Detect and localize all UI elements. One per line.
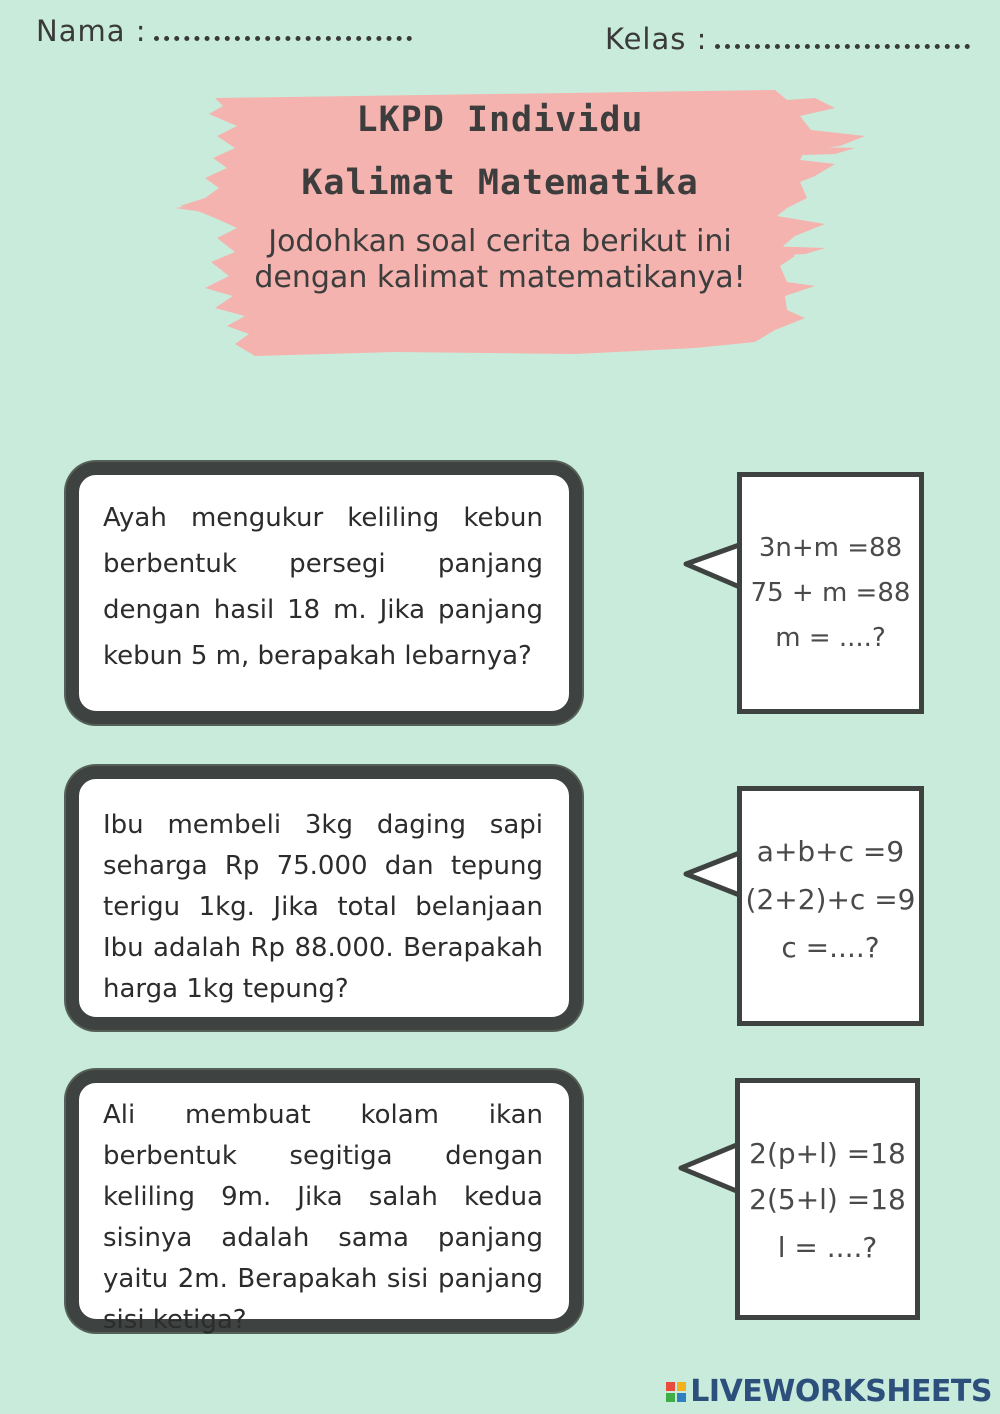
equation-line: m = ....? — [775, 623, 886, 653]
instruction-text: Jodohkan soal cerita berikut ini dengan kalimat matematikanya! — [254, 224, 746, 295]
equation-line: c =....? — [781, 931, 880, 964]
equation-line: 75 + m =88 — [750, 578, 911, 608]
equation-bubble[interactable] — [735, 1078, 920, 1320]
story-card[interactable] — [66, 766, 582, 1030]
kelas-blank[interactable] — [715, 23, 970, 49]
nama-field — [36, 14, 412, 48]
story-text: Ayah mengukur keliling kebun berbentuk persegi panjang dengan hasil 18 m. Jika panjang kebun 5 m, berapakah lebarnya? — [103, 503, 543, 671]
equation-bubble[interactable] — [737, 472, 924, 714]
equation-line: 2(p+l) =18 — [749, 1137, 906, 1170]
worksheet-title: LKPD Individu — [356, 100, 644, 140]
kelas-label: Kelas : — [605, 22, 708, 56]
equation-bubble[interactable] — [737, 786, 924, 1026]
equation-line: 2(5+l) =18 — [749, 1183, 906, 1216]
story-text: Ibu membeli 3kg daging sapi seharga Rp 75.000 dan tepung terigu 1kg. Jika total belanjaan Ibu adalah Rp 88.000. Berapakah harga 1kg tepung? — [103, 810, 543, 1004]
story-card[interactable] — [66, 462, 582, 724]
worksheet-subtitle: Kalimat Matematika — [301, 163, 699, 203]
bubble-pointer — [677, 1138, 741, 1202]
equation-line: (2+2)+c =9 — [745, 883, 916, 916]
logo-text: LIVEWORKSHEETS — [690, 1374, 992, 1409]
equation-line: a+b+c =9 — [756, 835, 905, 868]
bubble-pointer — [682, 846, 744, 908]
nama-blank[interactable] — [154, 15, 412, 41]
equation-line: l = ....? — [777, 1231, 878, 1264]
nama-label: Nama : — [36, 14, 147, 48]
story-text: Ali membuat kolam ikan berbentuk segitiga dengan keliling 9m. Jika salah kedua sisinya adalah sama panjang yaitu 2m. Berapakah sisi panjang sisi ketiga? — [103, 1100, 543, 1335]
logo-cube-icon — [666, 1382, 686, 1402]
bubble-pointer — [682, 536, 744, 598]
story-card[interactable] — [66, 1070, 582, 1335]
liveworksheets-logo[interactable] — [666, 1374, 992, 1409]
kelas-field — [605, 22, 970, 56]
equation-line: 3n+m =88 — [758, 533, 903, 563]
